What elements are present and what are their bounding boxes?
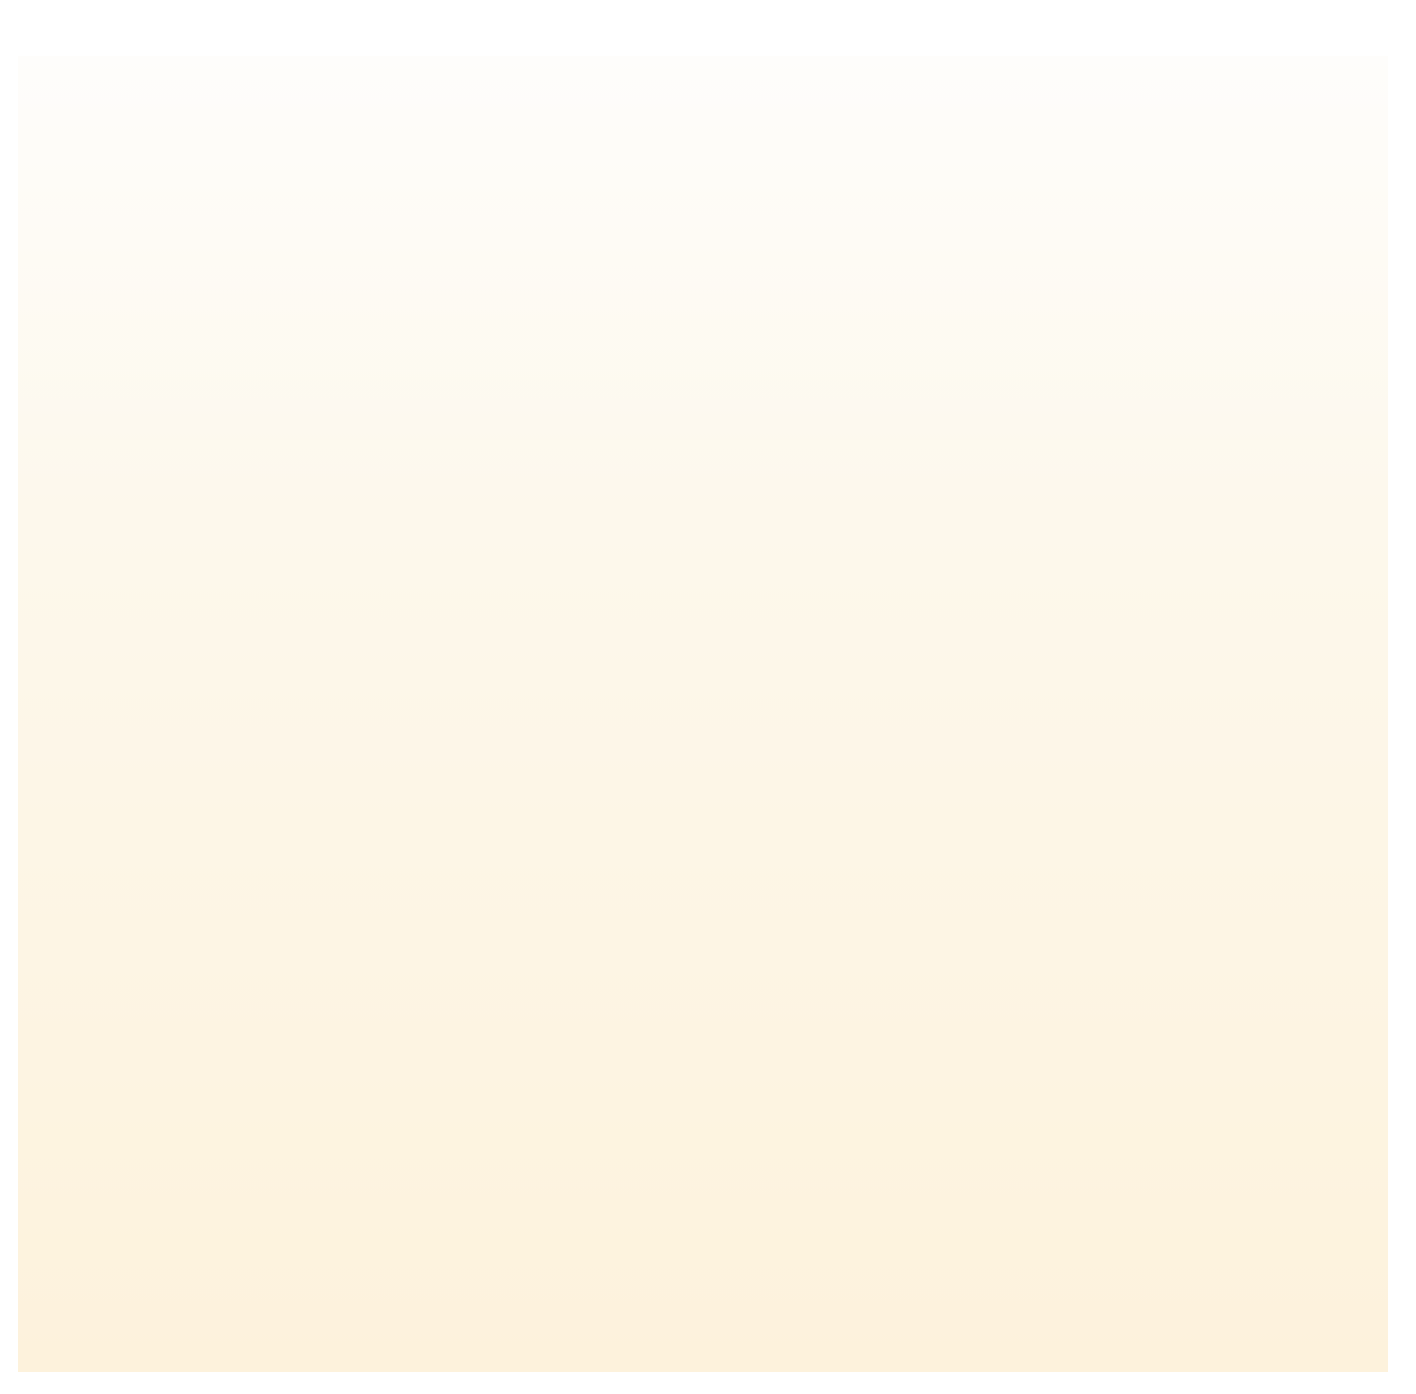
table-background — [18, 56, 1388, 1372]
